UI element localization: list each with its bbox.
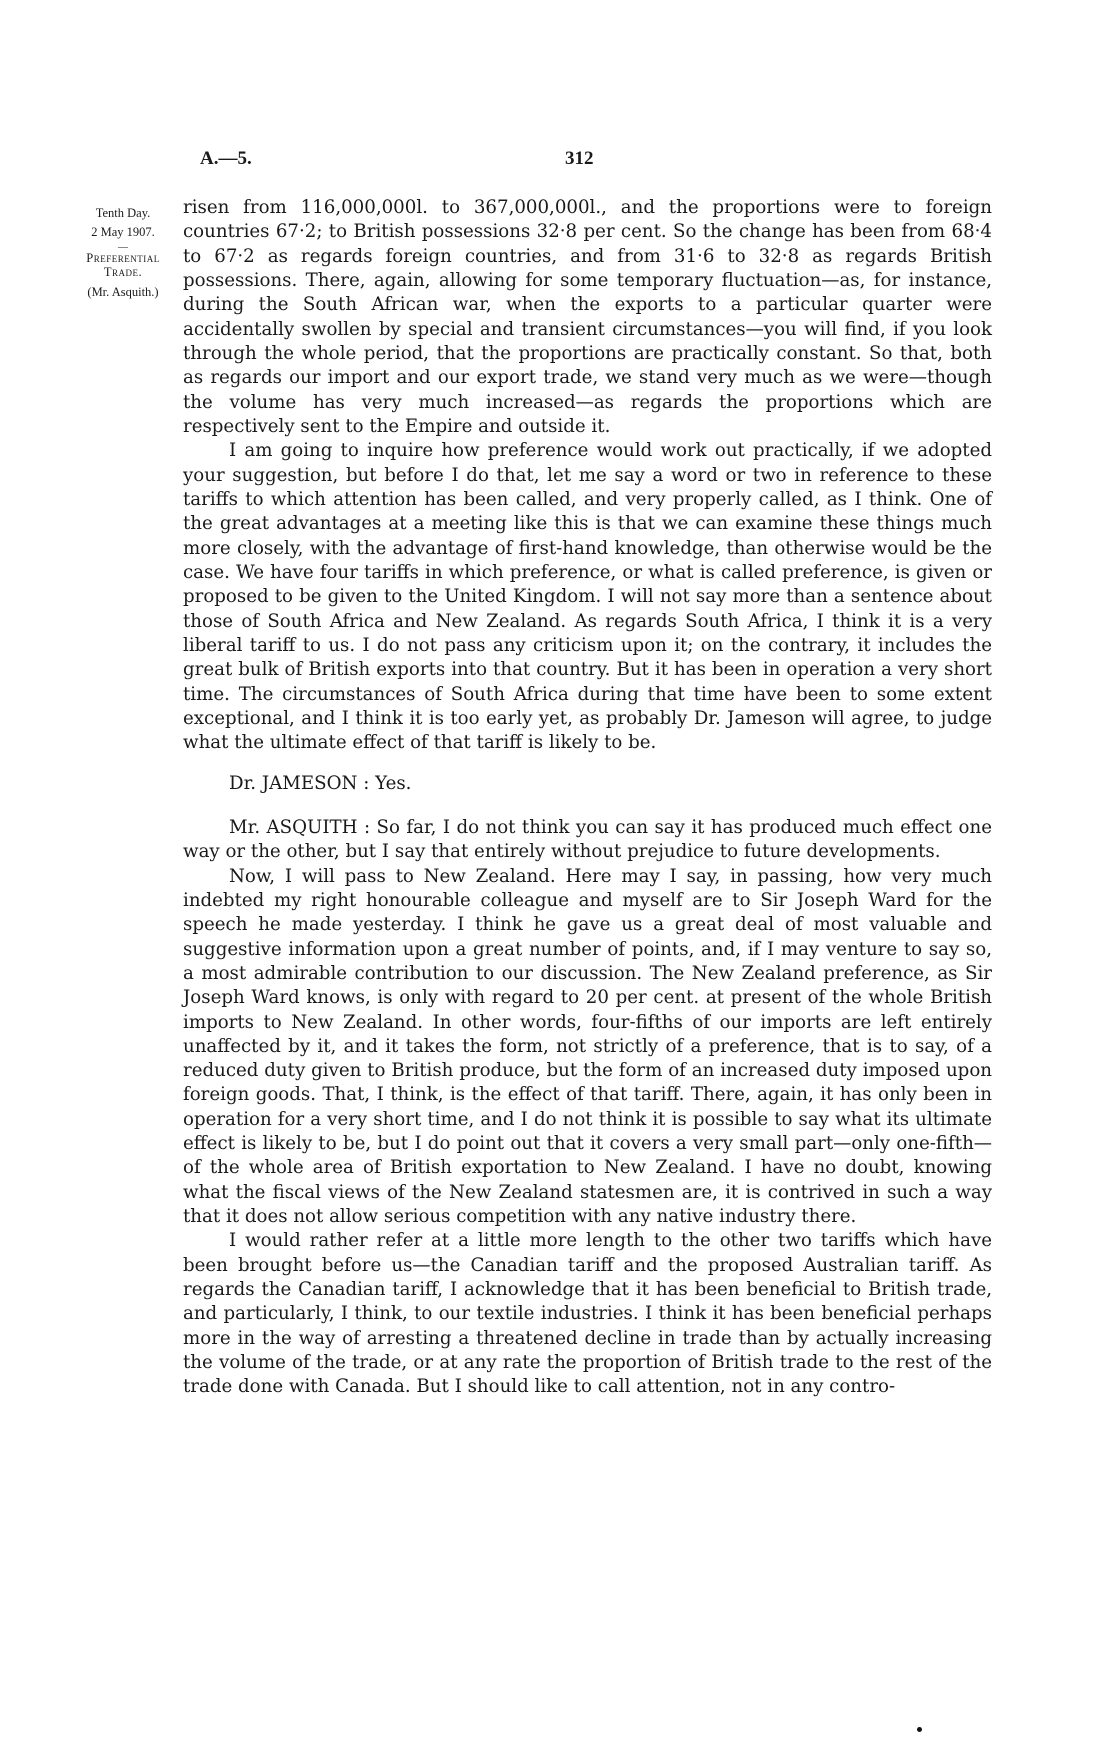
margin-separator: — (118, 241, 128, 253)
jameson-speaker: Dr. JAMESON : (229, 772, 370, 794)
jameson-remark (183, 772, 992, 796)
margin-speaker: (Mr. Asquith.) (87, 285, 159, 300)
margin-date: 2 May 1907. (91, 225, 155, 240)
page-number: 312 (565, 148, 594, 169)
paragraph-2: I am going to inquire how preference would work out practically, if we adopted your suggestion, but before I do that, let me say a word or two in reference to these tariffs to which attention has been called, and very properly called, as I think. One of the great advantages at a meeting like this is that we can examine these things much more closely, with the advantage of first-hand knowledge, than otherwise would be the case. We have four tariffs in which preference, or what is called preference, is given or proposed to be given to the United Kingdom. I will not say more than a sentence about those of South Africa and New Zealand. As regards South Africa, I think it is a very liberal tariff to us. I do not pass any criticism upon it; on the contrary, it includes the great bulk of British exports into that country. But it has been in operation a very short time. The circumstances of South Africa during that time have been to some extent exceptional, and I think it is too early yet, as probably Dr. Jameson will agree, to judge what the ultimate effect of that tariff is likely to be. (183, 440, 992, 754)
asquith-text: So far, I do not think you can say it has produced much effect one way or the other, but I say that entirely without prejudice to future developments. (183, 816, 992, 863)
margin-notes (68, 204, 178, 303)
document-reference: A.—5. (200, 148, 252, 169)
paragraph-4: Now, I will pass to New Zealand. Here may I say, in passing, how very much indebted my right honourable colleague and myself are to Sir Joseph Ward for the speech he made yesterday. I think he gave us a great deal of most valuable and suggestive information upon a great number of points, and, if I may venture to say so, a most admirable contribution to our discussion. The New Zealand preference, as Sir Joseph Ward knows, is only with regard to 20 per cent. at present of the whole British imports to New Zealand. In other words, four-fifths of our imports are left entirely unaffected by it, and it takes the form, not strictly of a preference, that is to say, of a reduced duty given to British produce, but the form of an increased duty imposed upon foreign goods. That, I think, is the effect of that tariff. There, again, it has only been in operation for a very short time, and I do not think it is possible to say what its ultimate effect is likely to be, but I do point out that it covers a very small part—only one-fifth—of the whole area of British exportation to New Zealand. I have no doubt, knowing what the fiscal views of the New Zealand statesmen are, it is contrived in such a way that it does not allow serious competition with any native industry there. (183, 865, 992, 1228)
paragraph-1: risen from 116,000,000l. to 367,000,000l., and the proportions were to foreign countries 67·2; to British possessions 32·8 per cent. So the change has been from 68·4 to 67·2 as regards foreign countries, and from 31·6 to 32·8 as regards British possessions. There, again, allowing for some temporary fluctuation—as, for instance, during the South African war, when the exports to a particular quarter were accidentally swollen by special and transient circumstances—you will find, if you look through the whole period, that the proportions are practically constant. So that, both as regards our import and our export trade, we stand very much as we were—though the volume has very much increased—as regards the proportions which are respectively sent to the Empire and outside it. (183, 197, 992, 437)
asquith-remark (183, 816, 992, 865)
body-text (183, 196, 992, 1400)
margin-topic: Preferential Trade. (86, 250, 160, 279)
paragraph-5: I would rather refer at a little more length to the other two tariffs which have been brought before us—the Canadian tariff and the proposed Australian tariff. As regards the Canadian tariff, I acknowledge that it has been beneficial to British trade, and particularly, I think, to our textile industries. I think it has been beneficial perhaps more in the way of arresting a threatened decline in trade than by actually increasing the volume of the trade, or at any rate the proportion of British trade to the rest of the trade done with Canada. But I should like to call attention, not in any contro- (183, 1230, 992, 1398)
jameson-text: Yes. (375, 772, 412, 794)
margin-day: Tenth Day. (95, 206, 151, 220)
ink-speck (917, 1727, 922, 1732)
asquith-speaker: Mr. ASQUITH : (229, 816, 371, 838)
